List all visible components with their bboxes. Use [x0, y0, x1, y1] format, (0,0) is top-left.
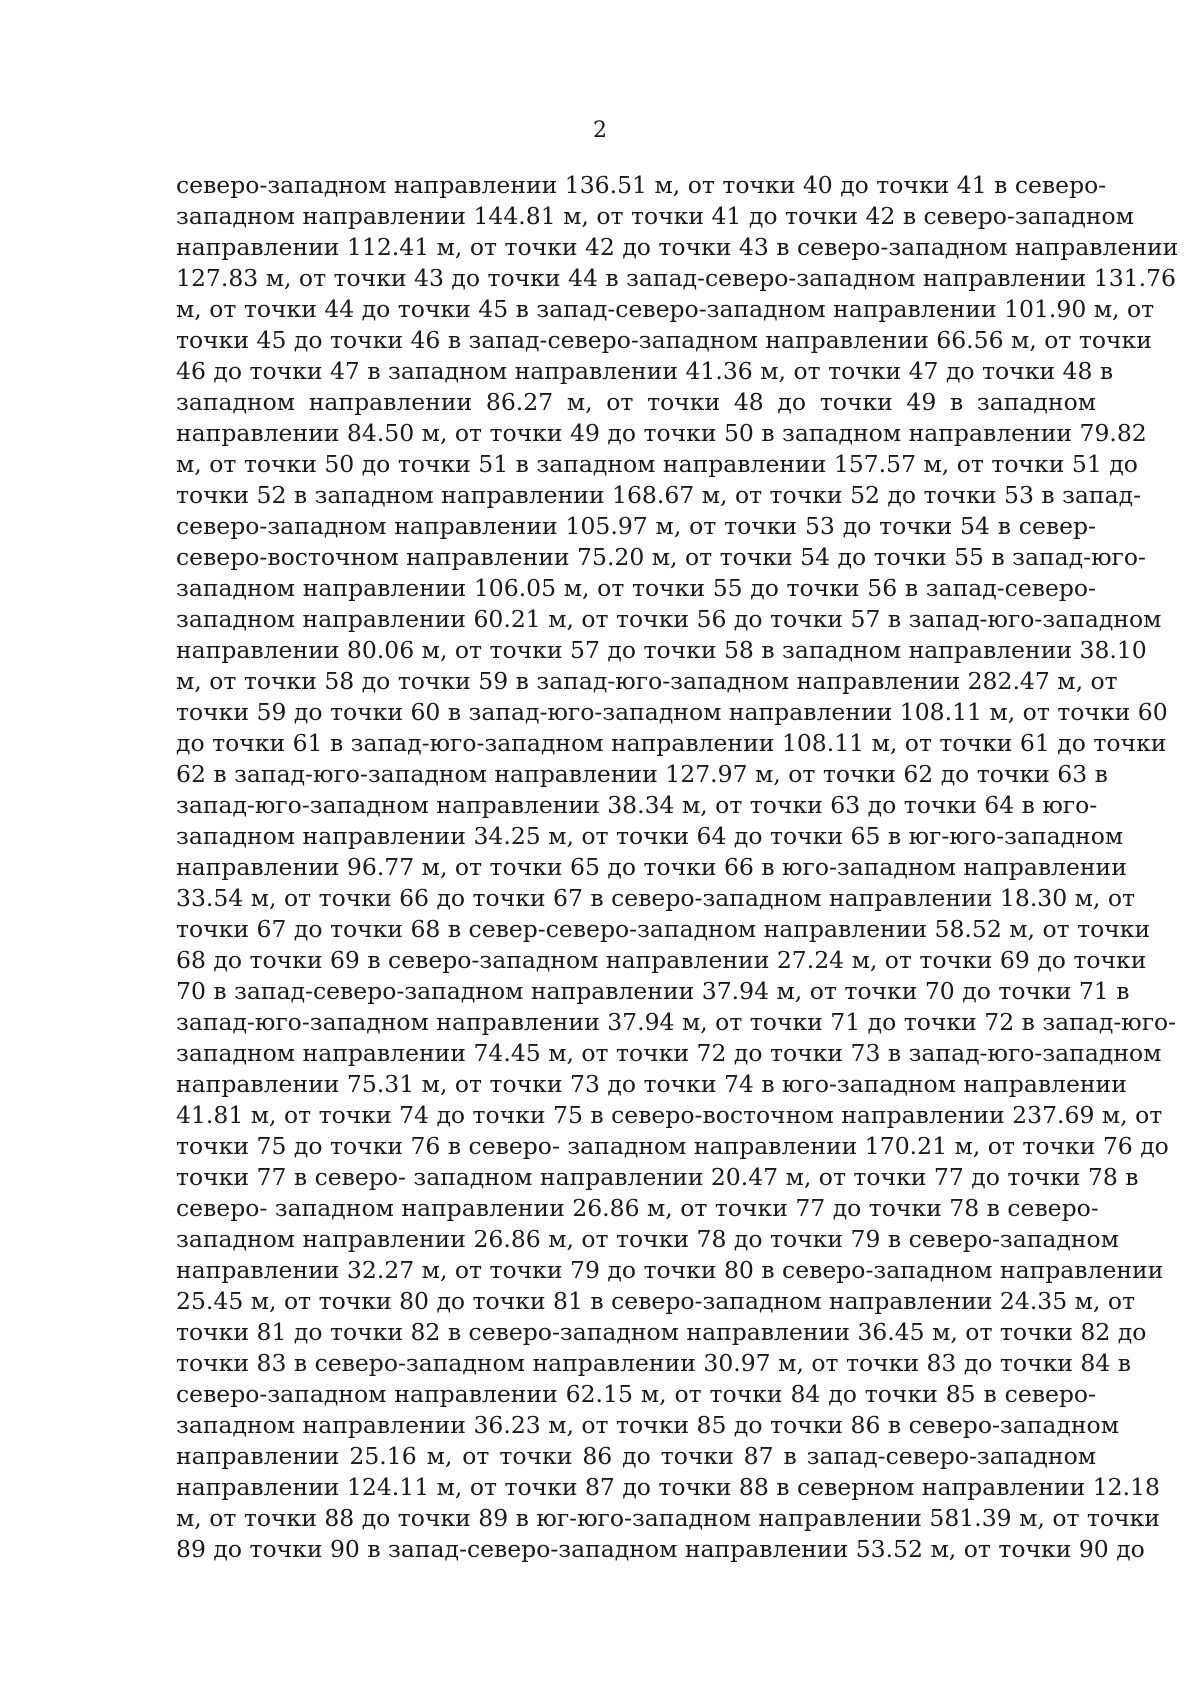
text-line: направлении 80.06 м, от точки 57 до точки 58 в западном направлении 38.10: [176, 636, 1147, 664]
text-line: до точки 61 в запад-юго-западном направлении 108.11 м, от точки 61 до точки: [176, 729, 1167, 757]
page-number: 2: [593, 118, 607, 143]
text-line: 46 до точки 47 в западном направлении 41.36 м, от точки 47 до точки 48 в: [176, 357, 1114, 385]
text-line: направлении 124.11 м, от точки 87 до точки 88 в северном направлении 12.18: [176, 1473, 1160, 1501]
text-line: 41.81 м, от точки 74 до точки 75 в северо-восточном направлении 237.69 м, от: [176, 1101, 1163, 1129]
text-line: точки 45 до точки 46 в запад-северо-западном направлении 66.56 м, от точки: [176, 326, 1152, 354]
text-line: западном направлении 106.05 м, от точки 55 до точки 56 в запад-северо-: [176, 574, 1096, 602]
text-line: м, от точки 58 до точки 59 в запад-юго-западном направлении 282.47 м, от: [176, 667, 1118, 695]
text-line: западном направлении 34.25 м, от точки 64 до точки 65 в юг-юго-западном: [176, 822, 1124, 850]
text-line: точки 67 до точки 68 в север-северо-западном направлении 58.52 м, от точки: [176, 915, 1151, 943]
text-line: западном направлении 74.45 м, от точки 72 до точки 73 в запад-юго-западном: [176, 1039, 1162, 1067]
text-line: направлении 112.41 м, от точки 42 до точки 43 в северо-западном направлении: [176, 233, 1179, 261]
text-line: точки 77 в северо- западном направлении 20.47 м, от точки 77 до точки 78 в: [176, 1163, 1139, 1191]
text-line: 62 в запад-юго-западном направлении 127.97 м, от точки 62 до точки 63 в: [176, 760, 1108, 788]
text-line: точки 75 до точки 76 в северо- западном направлении 170.21 м, от точки 76 до: [176, 1132, 1169, 1160]
text-line: м, от точки 44 до точки 45 в запад-северо-западном направлении 101.90 м, от: [176, 295, 1155, 323]
text-line: западном направлении 26.86 м, от точки 78 до точки 79 в северо-западном: [176, 1225, 1119, 1253]
text-line: 70 в запад-северо-западном направлении 37.94 м, от точки 70 до точки 71 в: [176, 977, 1130, 1005]
text-line: м, от точки 88 до точки 89 в юг-юго-западном направлении 581.39 м, от точки: [176, 1504, 1160, 1532]
text-line: 33.54 м, от точки 66 до точки 67 в северо-западном направлении 18.30 м, от: [176, 884, 1136, 912]
text-line: направлении 96.77 м, от точки 65 до точки 66 в юго-западном направлении: [176, 853, 1127, 881]
text-line: точки 59 до точки 60 в запад-юго-западном направлении 108.11 м, от точки 60: [176, 698, 1168, 726]
text-line: точки 81 до точки 82 в северо-западном направлении 36.45 м, от точки 82 до: [176, 1318, 1147, 1346]
text-line: направлении 75.31 м, от точки 73 до точки 74 в юго-западном направлении: [176, 1070, 1127, 1098]
text-line: северо- западном направлении 26.86 м, от точки 77 до точки 78 в северо-: [176, 1194, 1099, 1222]
text-line: 68 до точки 69 в северо-западном направлении 27.24 м, от точки 69 до точки: [176, 946, 1147, 974]
text-line: северо-западном направлении 62.15 м, от точки 84 до точки 85 в северо-: [176, 1380, 1096, 1408]
text-line: запад-юго-западном направлении 37.94 м, от точки 71 до точки 72 в запад-юго-: [176, 1008, 1177, 1036]
text-line: точки 52 в западном направлении 168.67 м, от точки 52 до точки 53 в запад-: [176, 481, 1142, 509]
text-line: западном направлении 36.23 м, от точки 85 до точки 86 в северо-западном: [176, 1411, 1119, 1439]
text-line: 89 до точки 90 в запад-северо-западном направлении 53.52 м, от точки 90 до: [176, 1535, 1145, 1563]
text-line: направлении 25.16 м, от точки 86 до точки 87 в запад-северо-западном: [176, 1442, 1096, 1470]
text-line: точки 83 в северо-западном направлении 30.97 м, от точки 83 до точки 84 в: [176, 1349, 1132, 1377]
text-line: 25.45 м, от точки 80 до точки 81 в северо-западном направлении 24.35 м, от: [176, 1287, 1136, 1315]
text-line: м, от точки 50 до точки 51 в западном направлении 157.57 м, от точки 51 до: [176, 450, 1138, 478]
text-line: запад-юго-западном направлении 38.34 м, от точки 63 до точки 64 в юго-: [176, 791, 1098, 819]
text-line: северо-западном направлении 105.97 м, от точки 53 до точки 54 в север-: [176, 512, 1096, 540]
text-line: направлении 84.50 м, от точки 49 до точки 50 в западном направлении 79.82: [176, 419, 1147, 447]
text-line: западном направлении 60.21 м, от точки 56 до точки 57 в запад-юго-западном: [176, 605, 1162, 633]
text-line: северо-восточном направлении 75.20 м, от точки 54 до точки 55 в запад-юго-: [176, 543, 1146, 571]
text-line: 127.83 м, от точки 43 до точки 44 в запад-северо-западном направлении 131.76: [176, 264, 1177, 292]
text-line: северо-западном направлении 136.51 м, от точки 40 до точки 41 в северо-: [176, 171, 1107, 199]
text-line: западном направлении 144.81 м, от точки 41 до точки 42 в северо-западном: [176, 202, 1134, 230]
text-line: западном направлении 86.27 м, от точки 48 до точки 49 в западном: [176, 388, 1096, 416]
text-line: направлении 32.27 м, от точки 79 до точки 80 в северо-западном направлении: [176, 1256, 1164, 1284]
document-body: [176, 170, 1179, 1565]
